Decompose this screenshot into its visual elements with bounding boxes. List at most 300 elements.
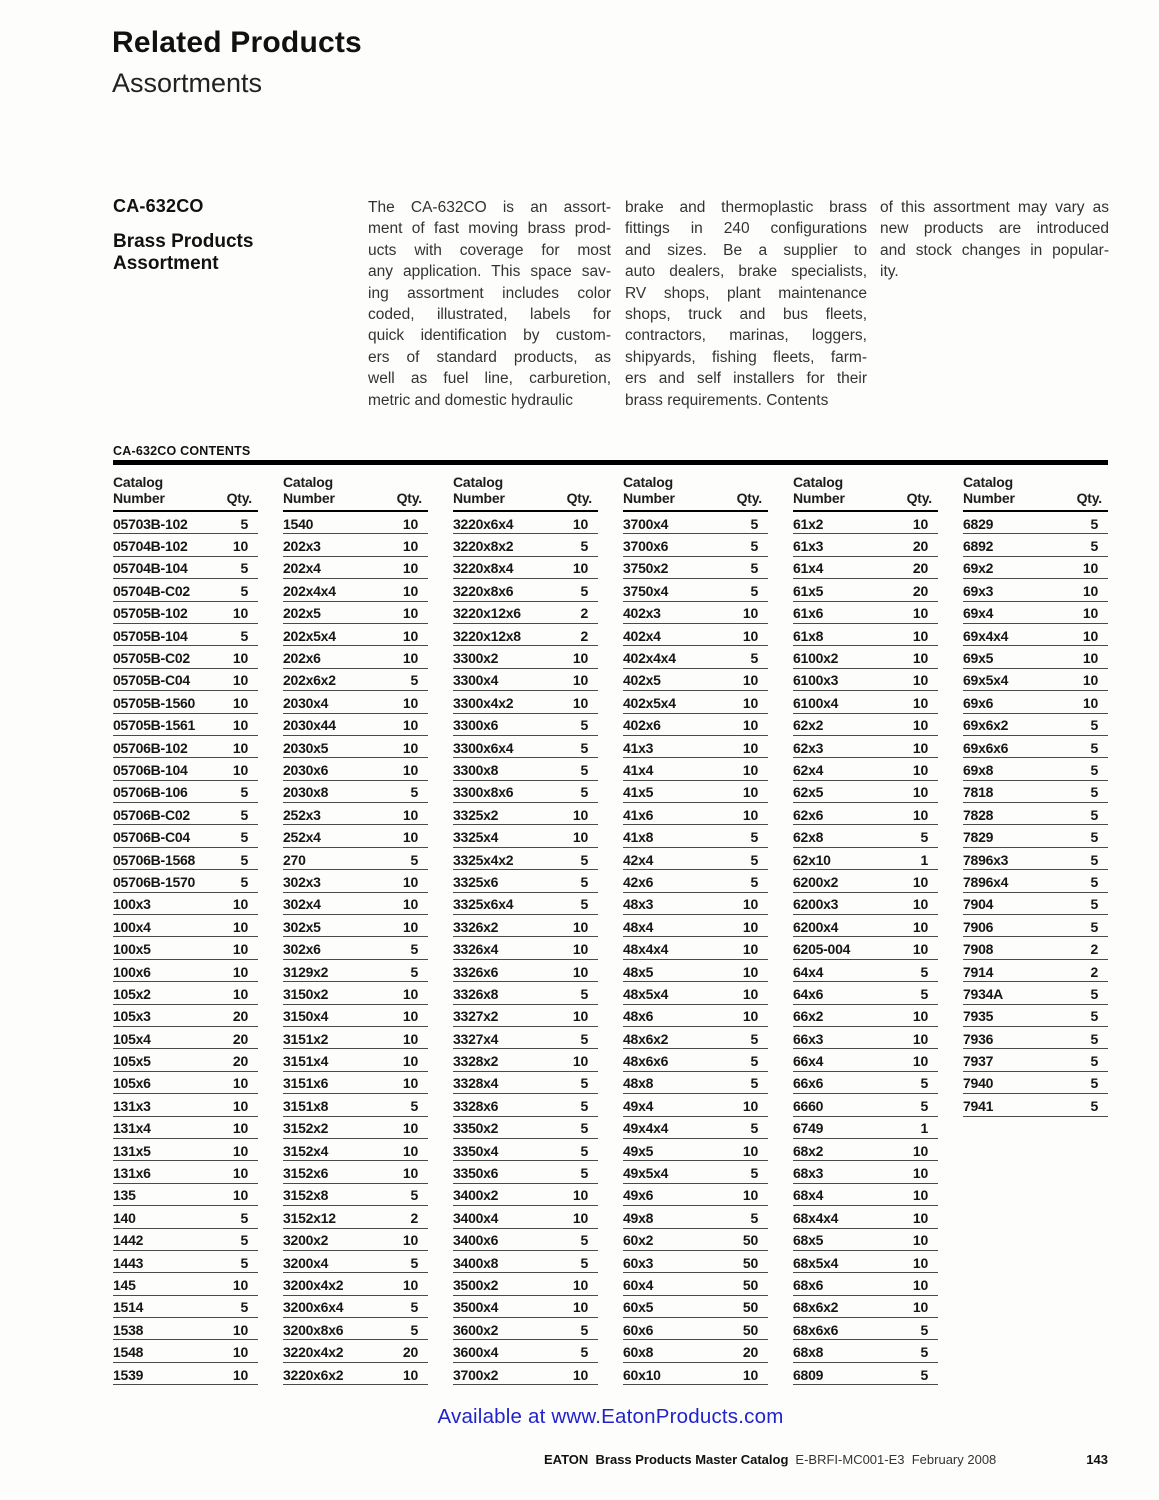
qty-cell: 5 (580, 784, 588, 801)
catalog-number-cell: 3151x6 (283, 1075, 329, 1092)
paragraph-line: coded, illustrated, labels for (368, 306, 611, 324)
qty-cell: 5 (750, 1165, 758, 1182)
qty-cell: 10 (572, 1276, 588, 1293)
paragraph-line: ers and self installers for their (625, 370, 867, 388)
table-row (793, 937, 938, 959)
table-row (793, 534, 938, 556)
qty-cell: 10 (402, 717, 418, 734)
table-row (793, 1229, 938, 1251)
qty-cell: 10 (402, 896, 418, 913)
table-row (283, 1161, 428, 1183)
qty-cell: 50 (742, 1276, 758, 1293)
table-row (283, 803, 428, 825)
qty-cell: 5 (580, 1321, 588, 1338)
table-row (453, 1094, 598, 1116)
catalog-number-cell: 41x8 (623, 829, 654, 846)
qty-cell: 10 (232, 985, 248, 1002)
qty-cell: 5 (920, 1366, 928, 1383)
table-row (623, 1027, 768, 1049)
table-row (453, 1229, 598, 1251)
qty-cell: 5 (410, 672, 418, 689)
catalog-number-cell: 68x3 (793, 1165, 824, 1182)
table-row (963, 848, 1108, 870)
qty-cell: 10 (572, 650, 588, 667)
qty-cell: 5 (1090, 1030, 1098, 1047)
catalog-number-cell: 60x10 (623, 1366, 661, 1383)
qty-cell: 50 (742, 1232, 758, 1249)
qty-cell: 10 (402, 1008, 418, 1025)
table-row (283, 781, 428, 803)
table-row (623, 982, 768, 1004)
qty-cell: 10 (232, 1120, 248, 1137)
catalog-number-cell: 62x5 (793, 784, 824, 801)
qty-cell: 5 (240, 851, 248, 868)
table-row (623, 1049, 768, 1071)
catalog-number-cell: 1538 (113, 1321, 144, 1338)
table-row (793, 1363, 938, 1385)
header-number-label: Number (113, 490, 165, 506)
catalog-number-cell: 3700x4 (623, 515, 669, 532)
table-row (113, 534, 258, 556)
catalog-number-cell: 61x4 (793, 560, 824, 577)
qty-cell: 5 (580, 1097, 588, 1114)
qty-cell: 10 (742, 717, 758, 734)
catalog-number-cell: 105x4 (113, 1030, 151, 1047)
table-row (283, 1318, 428, 1340)
qty-cell: 5 (240, 560, 248, 577)
catalog-number-cell: 62x10 (793, 851, 831, 868)
qty-cell: 5 (240, 1232, 248, 1249)
catalog-number-cell: 270 (283, 851, 306, 868)
table-row (283, 714, 428, 736)
catalog-number-cell: 61x3 (793, 538, 824, 555)
catalog-number-cell: 7914 (963, 963, 994, 980)
table-row (793, 579, 938, 601)
qty-cell: 10 (742, 605, 758, 622)
catalog-number-cell: 6809 (793, 1366, 824, 1383)
table-row (623, 781, 768, 803)
catalog-number-cell: 402x4 (623, 627, 661, 644)
qty-cell: 10 (912, 694, 928, 711)
qty-cell: 10 (912, 1209, 928, 1226)
table-row (113, 1027, 258, 1049)
catalog-number-cell: 7941 (963, 1097, 994, 1114)
qty-cell: 5 (240, 515, 248, 532)
table-row (453, 691, 598, 713)
catalog-number-cell: 48x6 (623, 1008, 654, 1025)
qty-cell: 10 (912, 1030, 928, 1047)
qty-cell: 10 (232, 918, 248, 935)
qty-cell: 10 (572, 1366, 588, 1383)
table-row (113, 803, 258, 825)
catalog-number-cell: 3326x2 (453, 918, 499, 935)
catalog-number-cell: 3325x6 (453, 873, 499, 890)
qty-cell: 50 (742, 1321, 758, 1338)
catalog-number-cell: 68x5x4 (793, 1254, 839, 1271)
catalog-number-cell: 3325x6x4 (453, 896, 514, 913)
qty-cell: 5 (920, 985, 928, 1002)
qty-cell: 10 (912, 1299, 928, 1316)
table-row (283, 1072, 428, 1094)
catalog-number-cell: 68x4x4 (793, 1209, 839, 1226)
catalog-number-cell: 41x5 (623, 784, 654, 801)
catalog-number-cell: 202x5x4 (283, 627, 336, 644)
table-row (283, 1184, 428, 1206)
qty-cell: 5 (580, 896, 588, 913)
qty-cell: 2 (1090, 941, 1098, 958)
qty-cell: 20 (912, 560, 928, 577)
table-row (113, 1206, 258, 1228)
table-row (453, 1161, 598, 1183)
catalog-number-cell: 48x4x4 (623, 941, 669, 958)
catalog-number-cell: 3327x2 (453, 1008, 499, 1025)
qty-cell: 20 (232, 1030, 248, 1047)
table-row (113, 758, 258, 780)
table-row (793, 1251, 938, 1273)
paragraph-line: brass requirements. Contents (625, 391, 829, 409)
table-row (963, 758, 1108, 780)
catalog-number-cell: 7908 (963, 941, 994, 958)
qty-cell: 5 (920, 1321, 928, 1338)
qty-cell: 10 (742, 1097, 758, 1114)
qty-cell: 10 (232, 1142, 248, 1159)
table-row (963, 781, 1108, 803)
catalog-number-cell: 3300x6 (453, 717, 499, 734)
table-row (453, 893, 598, 915)
table-row (283, 1273, 428, 1295)
catalog-number-cell: 48x5x4 (623, 985, 669, 1002)
paragraph-line: quick identification by custom- (368, 327, 611, 345)
table-row (453, 781, 598, 803)
qty-cell: 10 (572, 672, 588, 689)
qty-cell: 10 (912, 605, 928, 622)
header-number-label: Number (623, 490, 675, 506)
table-row (453, 1117, 598, 1139)
qty-cell: 5 (1090, 851, 1098, 868)
qty-cell: 10 (742, 963, 758, 980)
catalog-number-cell: 60x4 (623, 1276, 654, 1293)
table-row (793, 669, 938, 691)
catalog-number-cell: 7904 (963, 896, 994, 913)
table-row (793, 736, 938, 758)
qty-cell: 5 (410, 851, 418, 868)
table-row (283, 870, 428, 892)
qty-cell: 10 (572, 918, 588, 935)
table-row (623, 1117, 768, 1139)
qty-cell: 10 (912, 627, 928, 644)
table-row (453, 758, 598, 780)
table-row (453, 714, 598, 736)
qty-cell: 10 (572, 1299, 588, 1316)
qty-cell: 5 (240, 806, 248, 823)
qty-cell: 5 (580, 1232, 588, 1249)
table-row (283, 691, 428, 713)
catalog-number-cell: 05705B-104 (113, 627, 188, 644)
paragraph-line: fittings in 240 configurations (625, 220, 867, 238)
table-row (283, 1049, 428, 1071)
catalog-number-cell: 69x4 (963, 605, 994, 622)
intro-paragraph-1 (368, 197, 611, 411)
table-row (283, 1094, 428, 1116)
table-row (793, 848, 938, 870)
availability-link[interactable]: Available at www.EatonProducts.com (437, 1405, 784, 1428)
qty-cell: 10 (232, 1321, 248, 1338)
catalog-number-cell: 7940 (963, 1075, 994, 1092)
table-row (453, 1251, 598, 1273)
catalog-number-cell: 60x5 (623, 1299, 654, 1316)
intro-paragraph-3 (880, 197, 1109, 283)
table-column-header (283, 474, 428, 512)
catalog-number-cell: 61x5 (793, 582, 824, 599)
table-row (793, 602, 938, 624)
qty-cell: 10 (912, 873, 928, 890)
catalog-number-cell: 3150x2 (283, 985, 329, 1002)
table-row (453, 1206, 598, 1228)
qty-cell: 10 (402, 829, 418, 846)
qty-cell: 5 (580, 1254, 588, 1271)
qty-cell: 1 (920, 1120, 928, 1137)
table-row (963, 937, 1108, 959)
qty-cell: 10 (742, 1366, 758, 1383)
table-row (283, 1340, 428, 1362)
catalog-number-cell: 7934A (963, 985, 1004, 1002)
qty-cell: 5 (580, 761, 588, 778)
contents-table (113, 474, 1108, 1385)
table-row (963, 624, 1108, 646)
catalog-number-cell: 69x4x4 (963, 627, 1009, 644)
catalog-number-cell: 100x5 (113, 941, 151, 958)
table-row (283, 579, 428, 601)
catalog-number-cell: 105x5 (113, 1053, 151, 1070)
table-row (453, 937, 598, 959)
table-column-header (623, 474, 768, 512)
catalog-number-cell: 3500x2 (453, 1276, 499, 1293)
table-row (623, 714, 768, 736)
qty-cell: 5 (920, 963, 928, 980)
table-row (623, 1273, 768, 1295)
table-row (283, 937, 428, 959)
product-heading-block (113, 196, 343, 275)
qty-cell: 10 (912, 918, 928, 935)
table-row (283, 736, 428, 758)
catalog-number-cell: 1540 (283, 515, 314, 532)
table-row (623, 1072, 768, 1094)
table-row (453, 1072, 598, 1094)
catalog-number-cell: 3200x4 (283, 1254, 329, 1271)
table-row (793, 1296, 938, 1318)
qty-cell: 5 (1090, 761, 1098, 778)
table-row (453, 1139, 598, 1161)
catalog-number-cell: 3350x4 (453, 1142, 499, 1159)
qty-cell: 2 (1090, 963, 1098, 980)
qty-cell: 10 (742, 1008, 758, 1025)
table-row (113, 1117, 258, 1139)
qty-cell: 10 (742, 1142, 758, 1159)
catalog-number-cell: 140 (113, 1209, 136, 1226)
catalog-number-cell: 3328x6 (453, 1097, 499, 1114)
catalog-number-cell: 05705B-C02 (113, 650, 190, 667)
qty-cell: 10 (232, 1366, 248, 1383)
catalog-number-cell: 05706B-1570 (113, 873, 196, 890)
table-column-header (793, 474, 938, 512)
catalog-number-cell: 42x6 (623, 873, 654, 890)
table-row (453, 1027, 598, 1049)
catalog-number-cell: 3150x4 (283, 1008, 329, 1025)
table-row (793, 781, 938, 803)
table-column-header (963, 474, 1108, 512)
qty-cell: 10 (402, 739, 418, 756)
qty-cell: 5 (1090, 829, 1098, 846)
table-row (793, 758, 938, 780)
qty-cell: 5 (1090, 806, 1098, 823)
table-row (963, 1027, 1108, 1049)
table-row (963, 870, 1108, 892)
qty-cell: 5 (750, 873, 758, 890)
table-row (113, 1005, 258, 1027)
qty-cell: 5 (580, 582, 588, 599)
table-row (623, 1184, 768, 1206)
catalog-number-cell: 3326x6 (453, 963, 499, 980)
catalog-number-cell: 05704B-102 (113, 538, 188, 555)
table-row (963, 691, 1108, 713)
page-footer (544, 1452, 1108, 1467)
catalog-number-cell: 49x8 (623, 1209, 654, 1226)
qty-cell: 10 (232, 1165, 248, 1182)
qty-cell: 5 (750, 1030, 758, 1047)
qty-cell: 10 (572, 515, 588, 532)
catalog-number-cell: 69x8 (963, 761, 994, 778)
qty-cell: 10 (402, 560, 418, 577)
qty-cell: 5 (1090, 784, 1098, 801)
qty-cell: 10 (1082, 694, 1098, 711)
table-row (793, 691, 938, 713)
table-row (623, 825, 768, 847)
table-row (623, 1296, 768, 1318)
paragraph-line: shops, truck and bus fleets, (625, 306, 867, 324)
catalog-number-cell: 62x4 (793, 761, 824, 778)
catalog-number-cell: 135 (113, 1187, 136, 1204)
qty-cell: 10 (912, 1053, 928, 1070)
table-row (113, 602, 258, 624)
qty-cell: 10 (1082, 650, 1098, 667)
qty-cell: 10 (232, 963, 248, 980)
catalog-number-cell: 7935 (963, 1008, 994, 1025)
qty-cell: 5 (580, 851, 588, 868)
table-row (113, 624, 258, 646)
catalog-number-cell: 48x8 (623, 1075, 654, 1092)
qty-cell: 20 (232, 1053, 248, 1070)
catalog-number-cell: 3152x4 (283, 1142, 329, 1159)
table-row (963, 1049, 1108, 1071)
table-row (453, 848, 598, 870)
catalog-number-cell: 7829 (963, 829, 994, 846)
catalog-number-cell: 3600x2 (453, 1321, 499, 1338)
qty-cell: 20 (402, 1344, 418, 1361)
qty-cell: 5 (750, 515, 758, 532)
qty-cell: 10 (1082, 560, 1098, 577)
catalog-number-cell: 7906 (963, 918, 994, 935)
catalog-number-cell: 3600x4 (453, 1344, 499, 1361)
table-row (793, 1072, 938, 1094)
catalog-number-cell: 202x3 (283, 538, 321, 555)
qty-cell: 5 (580, 1075, 588, 1092)
qty-cell: 10 (912, 1142, 928, 1159)
table-row (623, 848, 768, 870)
qty-cell: 10 (572, 963, 588, 980)
table-row (113, 512, 258, 534)
table-row (283, 1005, 428, 1027)
qty-cell: 10 (912, 1232, 928, 1249)
catalog-number-cell: 49x4x4 (623, 1120, 669, 1137)
catalog-number-cell: 202x4x4 (283, 582, 336, 599)
table-row (623, 579, 768, 601)
catalog-number-cell: 402x3 (623, 605, 661, 622)
catalog-number-cell: 05706B-104 (113, 761, 188, 778)
qty-cell: 10 (912, 761, 928, 778)
qty-cell: 10 (402, 538, 418, 555)
table-column-group (793, 474, 938, 1385)
qty-cell: 10 (742, 694, 758, 711)
header-qty-label: Qty. (226, 490, 252, 506)
qty-cell: 10 (912, 650, 928, 667)
table-row (113, 1184, 258, 1206)
qty-cell: 10 (402, 761, 418, 778)
catalog-number-cell: 3220x8x2 (453, 538, 514, 555)
table-row (113, 579, 258, 601)
qty-cell: 5 (750, 650, 758, 667)
table-row (283, 848, 428, 870)
catalog-number-cell: 69x5 (963, 650, 994, 667)
catalog-number-cell: 64x4 (793, 963, 824, 980)
qty-cell: 10 (402, 605, 418, 622)
qty-cell: 5 (1090, 1075, 1098, 1092)
catalog-number-cell: 1443 (113, 1254, 144, 1271)
table-row (623, 691, 768, 713)
catalog-number-cell: 2030x44 (283, 717, 336, 734)
catalog-number-cell: 3200x8x6 (283, 1321, 344, 1338)
catalog-number-cell: 3325x4x2 (453, 851, 514, 868)
qty-cell: 10 (232, 694, 248, 711)
catalog-number-cell: 68x2 (793, 1142, 824, 1159)
table-row (793, 646, 938, 668)
catalog-number-cell: 100x4 (113, 918, 151, 935)
catalog-number-cell: 3200x2 (283, 1232, 329, 1249)
table-row (793, 1206, 938, 1228)
qty-cell: 5 (240, 1299, 248, 1316)
qty-cell: 10 (742, 985, 758, 1002)
qty-cell: 10 (912, 717, 928, 734)
qty-cell: 5 (1090, 985, 1098, 1002)
qty-cell: 5 (580, 1165, 588, 1182)
qty-cell: 5 (240, 582, 248, 599)
table-row (623, 557, 768, 579)
paragraph-line: contractors, marinas, loggers, (625, 327, 867, 345)
qty-cell: 5 (410, 1187, 418, 1204)
qty-cell: 5 (240, 873, 248, 890)
table-column-header (113, 474, 258, 512)
table-row (793, 1094, 938, 1116)
table-row (113, 669, 258, 691)
table-row (623, 1094, 768, 1116)
table-row (283, 893, 428, 915)
catalog-number-cell: 05704B-104 (113, 560, 188, 577)
qty-cell: 5 (1090, 538, 1098, 555)
qty-cell: 10 (402, 1120, 418, 1137)
table-row (963, 1005, 1108, 1027)
table-row (623, 1139, 768, 1161)
catalog-number-cell: 3750x2 (623, 560, 669, 577)
table-row (793, 825, 938, 847)
